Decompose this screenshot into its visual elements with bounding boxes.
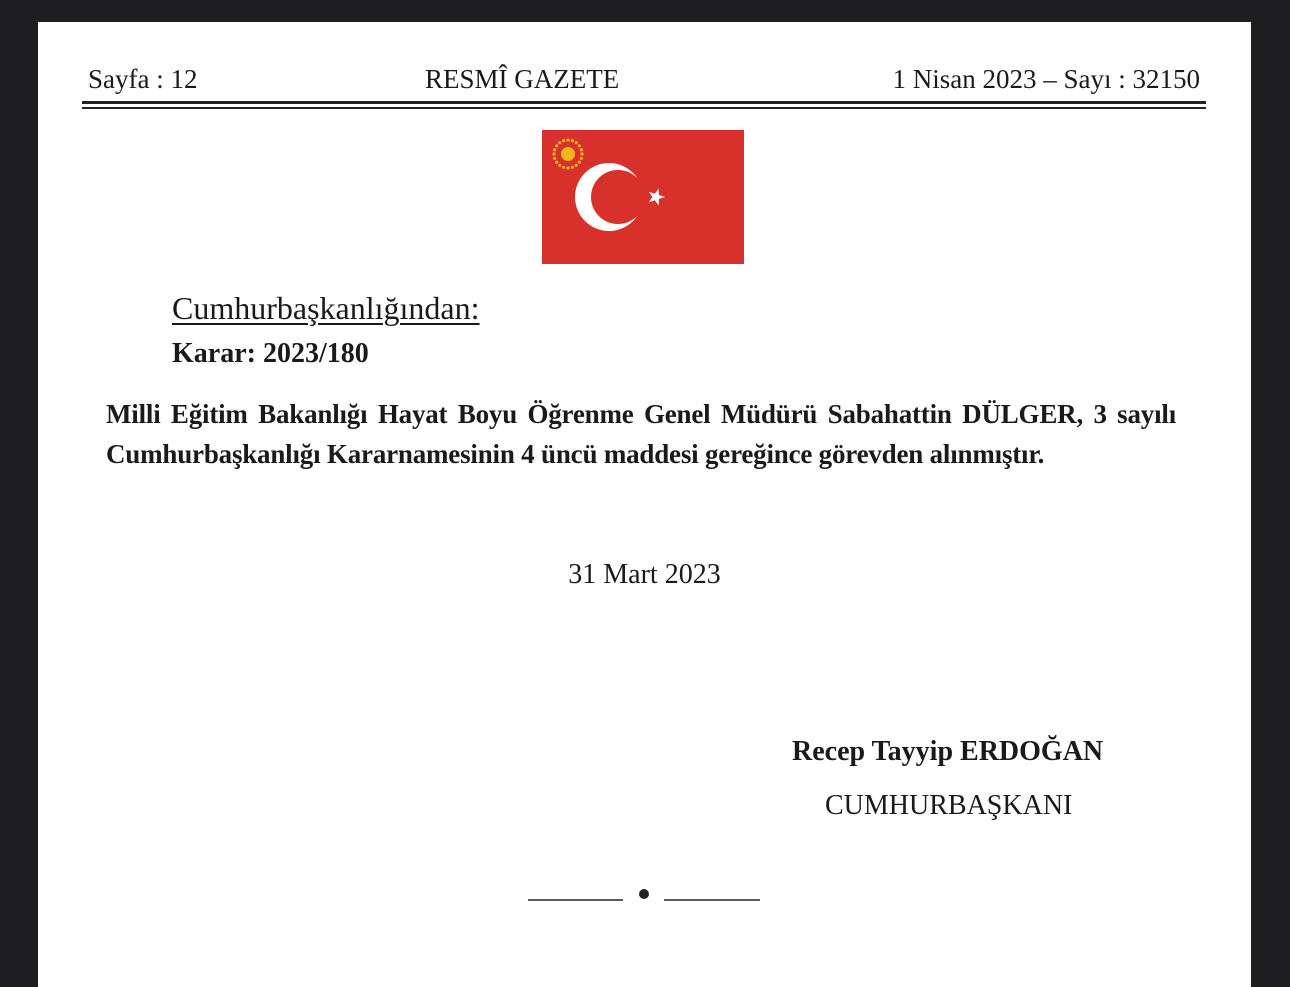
page-header [84,64,1206,100]
header-rule-thick [82,101,1206,104]
signer-name: Recep Tayyip ERDOĞAN [792,736,1104,767]
decision-body-line-1: Milli Eğitim Bakanlığı Hayat Boyu Öğrenme Genel Müdürü Sabahattin DÜLGER, 3 sayılı [106,399,1176,429]
institution-heading: Cumhurbaşkanlığından: [172,290,480,326]
decision-date: 31 Mart 2023 [568,559,721,590]
gazette-page [38,22,1251,987]
signer-title: CUMHURBAŞKANI [825,790,1073,821]
decision-number: Karar: 2023/180 [172,338,369,369]
turkish-flag-with-presidential-seal-icon [542,130,744,264]
issue-info: 1 Nisan 2023 – Sayı : 32150 [892,64,1200,94]
decision-body [106,394,1176,474]
section-end-bullet-icon [528,882,760,906]
header-rule-thin [82,107,1206,109]
decision-body-line-2: Cumhurbaşkanlığı Kararnamesinin 4 üncü maddesi gereğince görevden alınmıştır. [106,439,1045,469]
page-number: Sayfa : 12 [88,64,198,94]
publication-title: RESMÎ GAZETE [425,64,620,94]
